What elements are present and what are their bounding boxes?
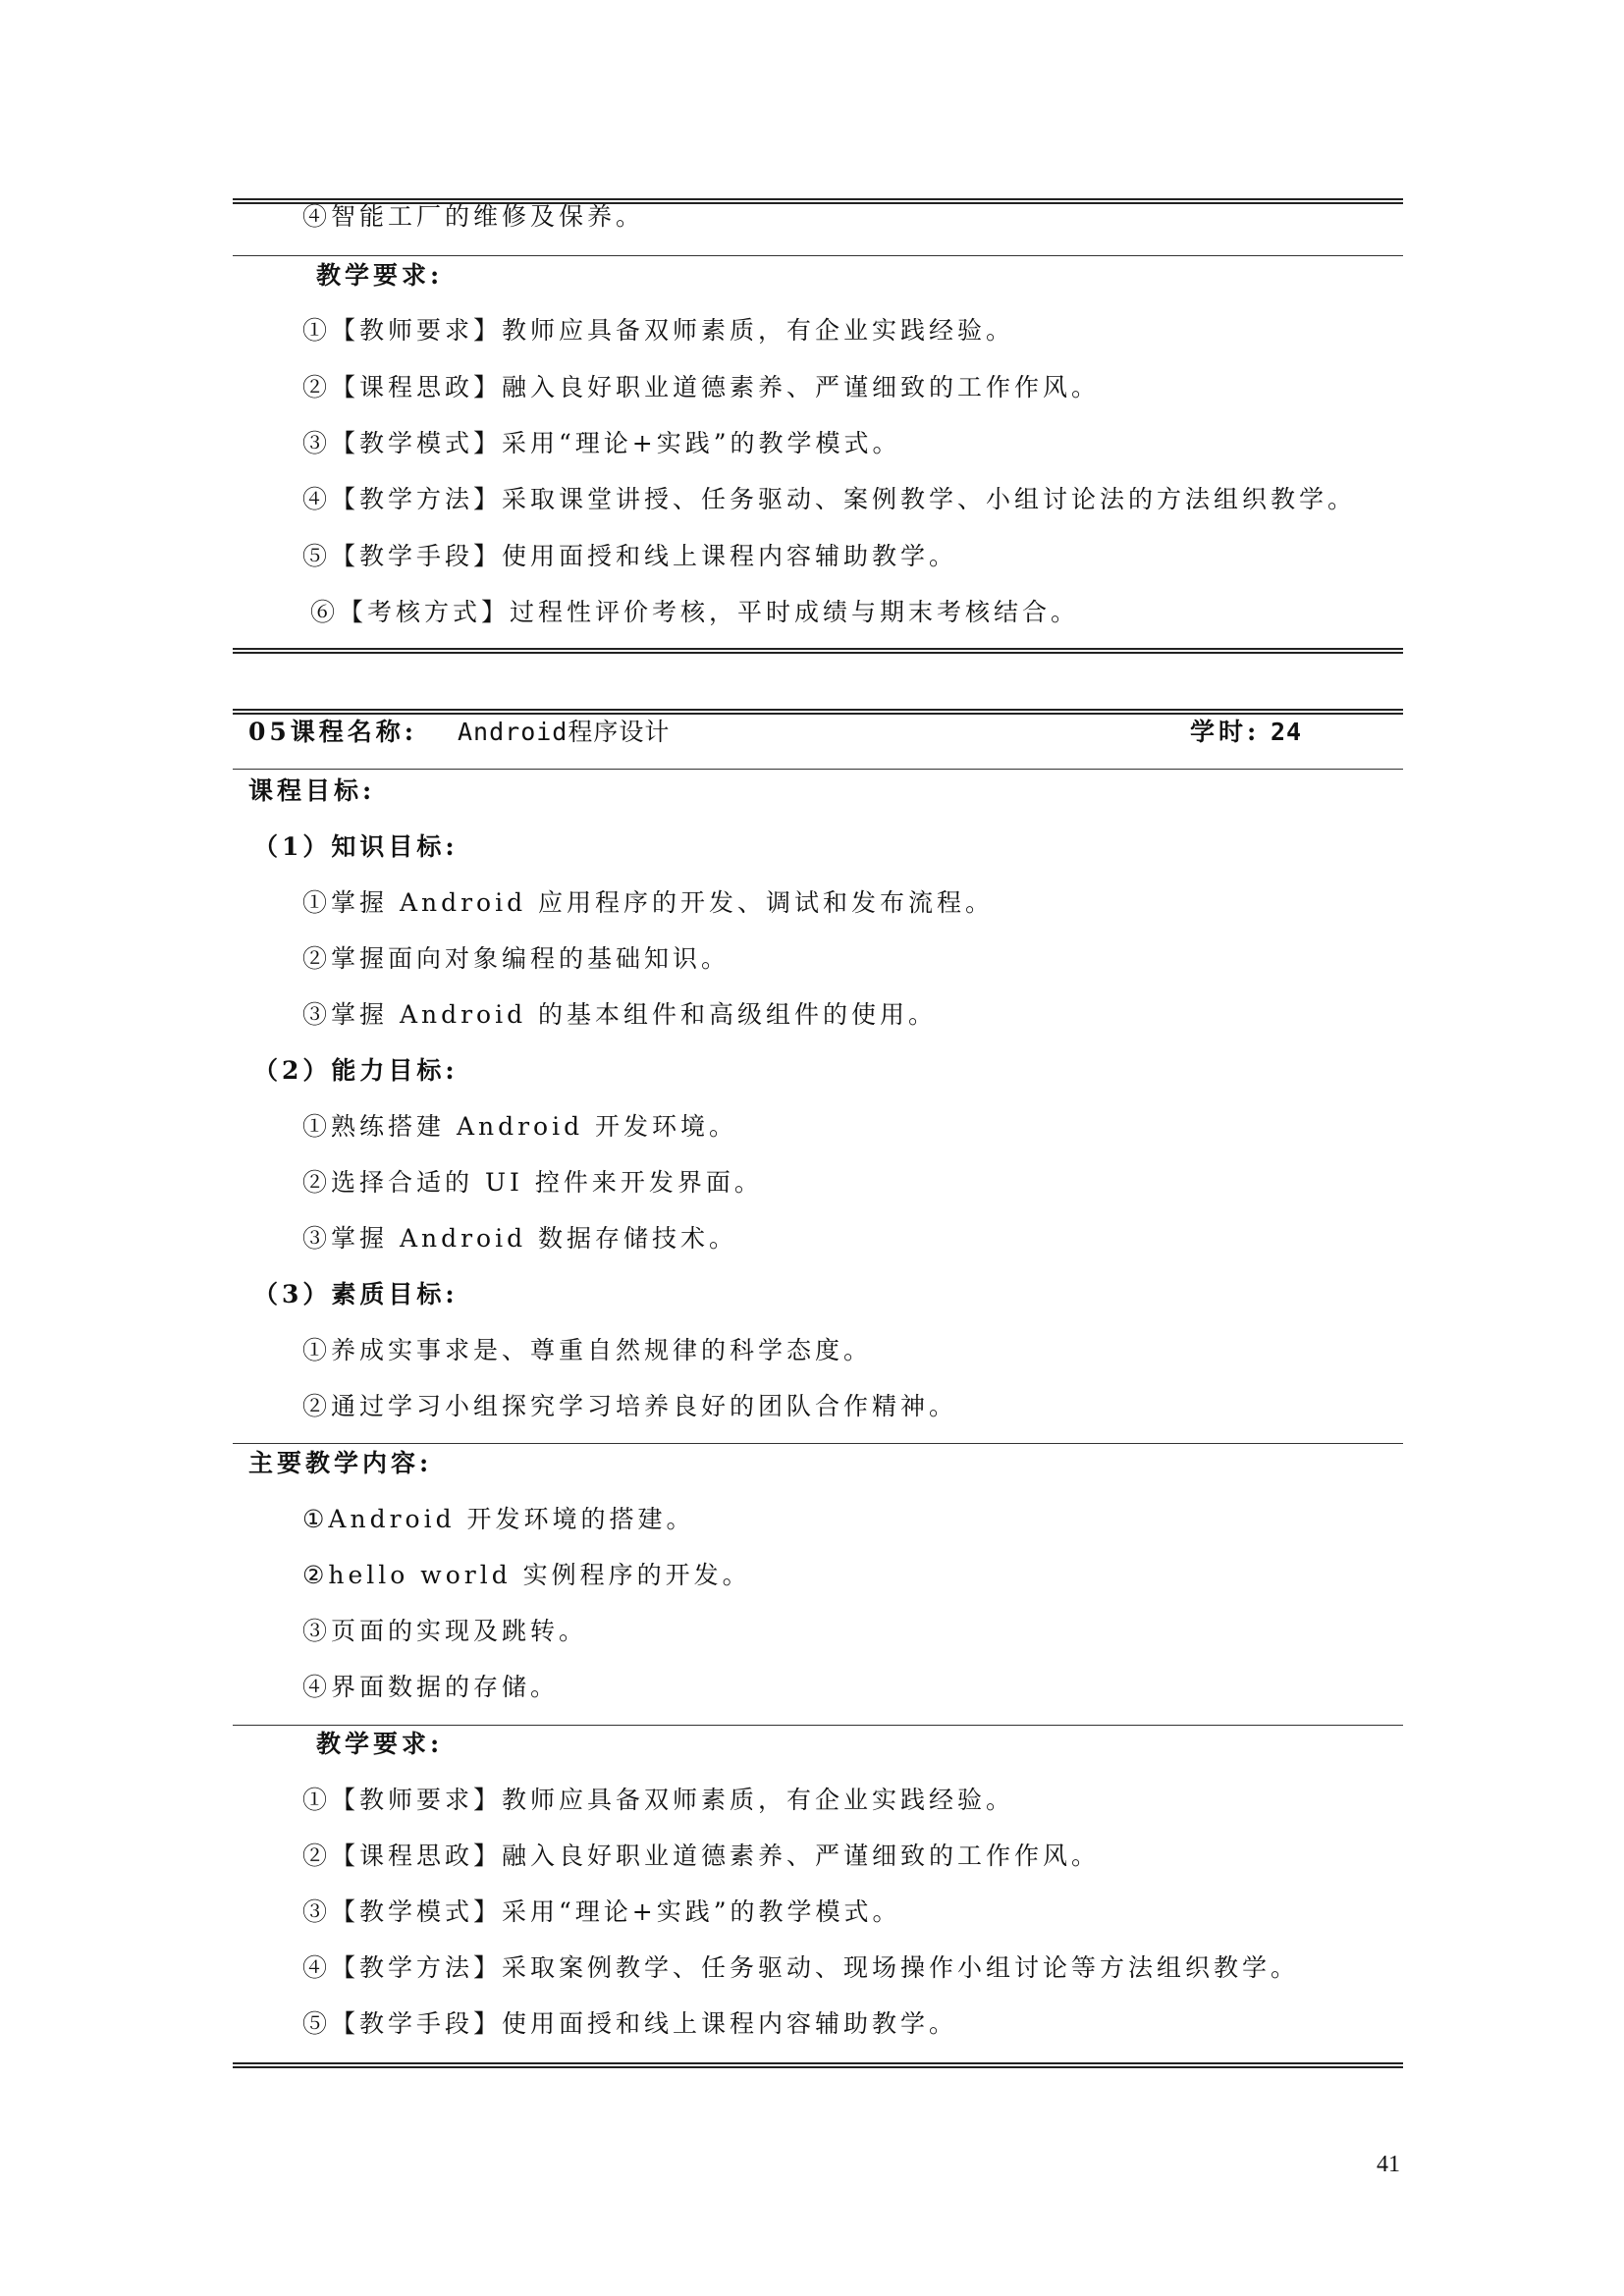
quality-item: ①养成实事求是、尊重自然规律的科学态度。 bbox=[302, 1336, 873, 1364]
table-rule bbox=[233, 769, 1403, 770]
knowledge-item: ①掌握 Android 应用程序的开发、调试和发布流程。 bbox=[302, 888, 995, 917]
requirement-item: ④【教学方法】采取案例教学、任务驱动、现场操作小组讨论等方法组织教学。 bbox=[302, 1953, 1300, 1982]
ability-item: ①熟练搭建 Android 开发环境。 bbox=[302, 1112, 738, 1141]
requirement-item: ⑥【考核方式】过程性评价考核，平时成绩与期末考核结合。 bbox=[310, 598, 1080, 626]
ability-item: ②选择合适的 UI 控件来开发界面。 bbox=[302, 1168, 763, 1197]
hours-label: 学时: bbox=[1190, 718, 1261, 746]
ability-heading: （2）能力目标: bbox=[253, 1056, 459, 1085]
table-rule bbox=[233, 648, 1403, 654]
requirement-item: ⑤【教学手段】使用面授和线上课程内容辅助教学。 bbox=[302, 542, 958, 570]
requirement-item: ④【教学方法】采取课堂讲授、任务驱动、案例教学、小组讨论法的方法组织教学。 bbox=[302, 485, 1357, 513]
requirement-item: ⑤【教学手段】使用面授和线上课程内容辅助教学。 bbox=[302, 2009, 958, 2038]
requirement-item: ③【教学模式】采用“理论+实践”的教学模式。 bbox=[302, 429, 901, 457]
requirements-heading: 教学要求: bbox=[316, 1730, 444, 1758]
requirements-heading: 教学要求: bbox=[316, 261, 444, 290]
knowledge-heading: （1）知识目标: bbox=[253, 832, 459, 861]
hours-value: 24 bbox=[1271, 718, 1303, 746]
content-heading: 主要教学内容: bbox=[248, 1449, 433, 1477]
requirement-item: ②【课程思政】融入良好职业道德素养、严谨细致的工作作风。 bbox=[302, 373, 1101, 401]
content-item: ②hello world 实例程序的开发。 bbox=[302, 1561, 751, 1589]
requirement-item: ①【教师要求】教师应具备双师素质，有企业实践经验。 bbox=[302, 316, 1015, 345]
knowledge-item: ③掌握 Android 的基本组件和高级组件的使用。 bbox=[302, 1000, 938, 1029]
table-rule bbox=[233, 709, 1403, 715]
quality-heading: （3）素质目标: bbox=[253, 1280, 459, 1308]
content-item: ④智能工厂的维修及保养。 bbox=[302, 202, 645, 231]
content-item: ③页面的实现及跳转。 bbox=[302, 1617, 588, 1645]
objectives-heading: 课程目标: bbox=[248, 776, 376, 805]
quality-item: ②通过学习小组探究学习培养良好的团队合作精神。 bbox=[302, 1392, 958, 1420]
table-rule bbox=[233, 1443, 1403, 1444]
table-rule bbox=[233, 2062, 1403, 2068]
requirement-item: ①【教师要求】教师应具备双师素质，有企业实践经验。 bbox=[302, 1786, 1015, 1814]
page-number: 41 bbox=[1377, 2152, 1400, 2177]
requirement-item: ③【教学模式】采用“理论+实践”的教学模式。 bbox=[302, 1897, 901, 1926]
course-name: Android程序设计 bbox=[458, 718, 671, 746]
requirement-item: ②【课程思政】融入良好职业道德素养、严谨细致的工作作风。 bbox=[302, 1842, 1101, 1870]
table-rule bbox=[233, 255, 1403, 256]
table-rule bbox=[233, 1725, 1403, 1726]
content-item: ④界面数据的存储。 bbox=[302, 1673, 560, 1701]
course-number-label: 05课程名称: bbox=[248, 718, 418, 746]
knowledge-item: ②掌握面向对象编程的基础知识。 bbox=[302, 944, 731, 973]
ability-item: ③掌握 Android 数据存储技术。 bbox=[302, 1224, 738, 1253]
content-item: ①Android 开发环境的搭建。 bbox=[302, 1505, 695, 1533]
